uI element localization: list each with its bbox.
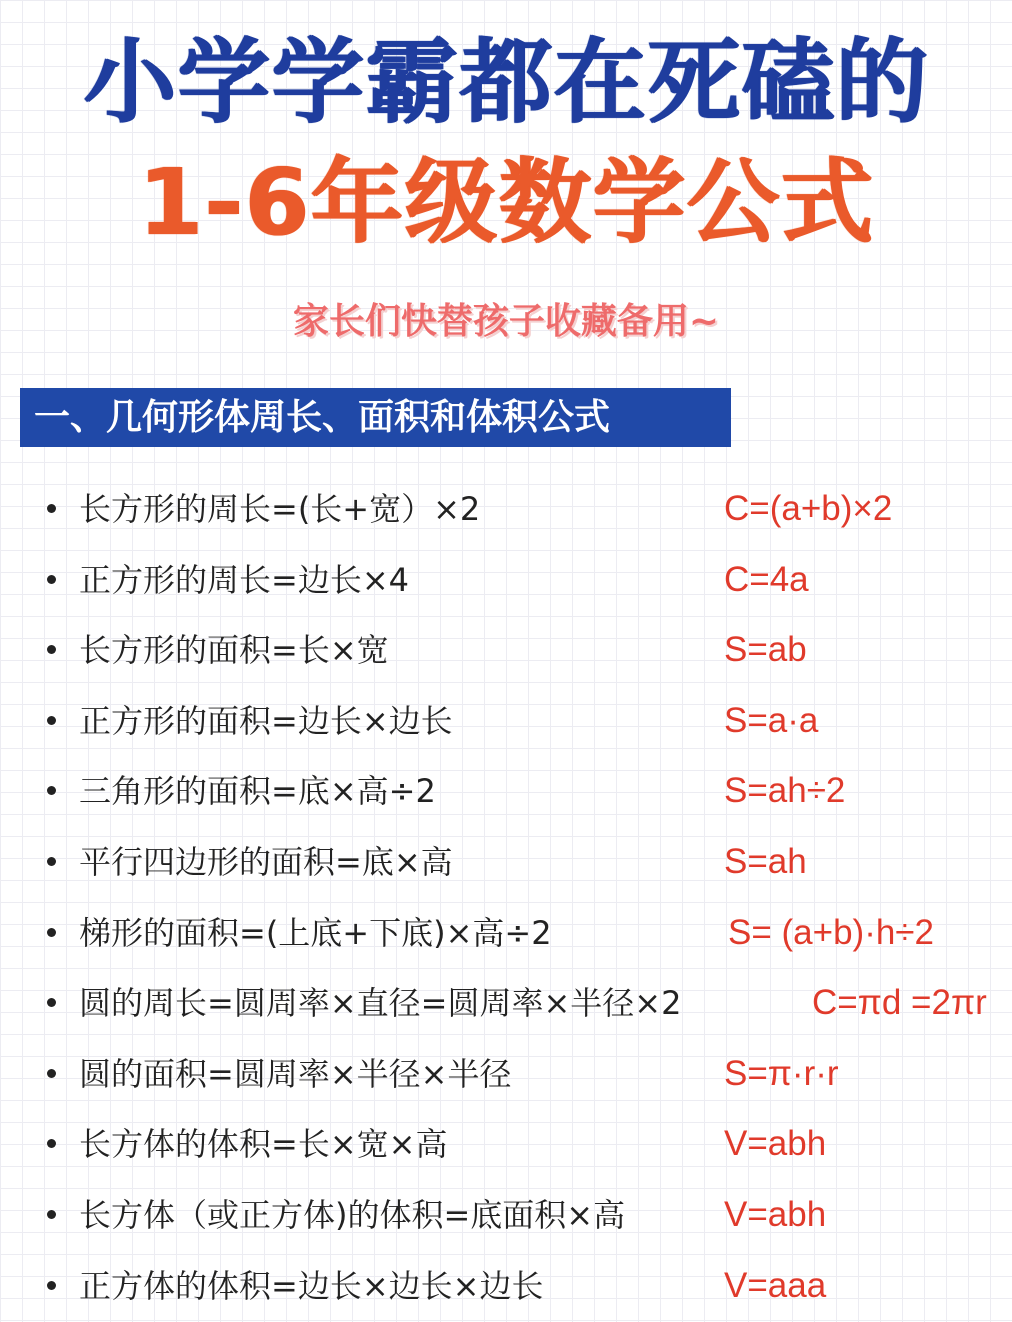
- formula-expression: C=4a: [724, 559, 809, 599]
- formula-description: 梯形的面积=(上底+下底)×高÷2: [79, 913, 552, 952]
- formula-description: 正方形的周长=边长×4: [79, 560, 409, 599]
- formula-row: [0, 899, 1012, 970]
- section-header: 一、几何形体周长、面积和体积公式: [20, 388, 731, 447]
- formula-description: 正方形的面积=边长×边长: [79, 701, 453, 740]
- formula-description: 三角形的面积=底×高÷2: [79, 772, 436, 811]
- formula-expression: C=πd =2πr: [812, 983, 987, 1023]
- bullet-icon: [47, 928, 56, 937]
- formula-expression: S=a·a: [724, 700, 819, 740]
- formula-description: 圆的面积=圆周率×半径×半径: [79, 1054, 512, 1093]
- formula-expression: S=ah: [724, 841, 807, 881]
- bullet-icon: [47, 1281, 56, 1290]
- formula-description: 长方形的周长=(长+宽）×2: [79, 490, 481, 528]
- formula-row: [0, 828, 1012, 899]
- formula-expression: V=abh: [724, 1124, 827, 1164]
- bullet-icon: [47, 1069, 56, 1078]
- formula-description: 长方体（或正方体)的体积=底面积×高: [79, 1195, 626, 1234]
- formula-row: [0, 757, 1012, 828]
- formula-description: 长方形的面积=长×宽: [79, 631, 389, 670]
- title-line-1: 小学学霸都在死磕的: [82, 29, 929, 136]
- formula-row: [0, 1040, 1012, 1111]
- bullet-icon: [47, 1139, 56, 1148]
- formula-expression: S=π·r·r: [724, 1053, 839, 1093]
- formula-row: [0, 1252, 1012, 1322]
- formula-description: 长方体的体积=长×宽×高: [79, 1125, 448, 1164]
- formula-expression: S=ab: [724, 630, 807, 670]
- bullet-icon: [47, 645, 56, 654]
- bullet-icon: [47, 504, 56, 513]
- formula-row: [0, 969, 1012, 1040]
- formula-row: [0, 475, 1012, 546]
- bullet-icon: [47, 1210, 56, 1219]
- bullet-icon: [47, 575, 56, 584]
- formula-row: [0, 616, 1012, 687]
- formula-row: [0, 687, 1012, 758]
- formula-description: 圆的周长=圆周率×直径=圆周率×半径×2: [79, 984, 682, 1023]
- bullet-icon: [47, 857, 56, 866]
- bullet-icon: [47, 998, 56, 1007]
- formula-expression: V=abh: [724, 1194, 827, 1234]
- formula-list: [0, 475, 1012, 1322]
- formula-row: [0, 1110, 1012, 1181]
- formula-expression: S=ah÷2: [724, 771, 846, 811]
- formula-row: [0, 546, 1012, 617]
- formula-row: [0, 1181, 1012, 1252]
- formula-expression: S= (a+b)·h÷2: [728, 912, 934, 952]
- bullet-icon: [47, 786, 56, 795]
- formula-expression: C=(a+b)×2: [724, 489, 893, 528]
- formula-expression: V=aaa: [724, 1265, 827, 1305]
- formula-description: 平行四边形的面积=底×高: [79, 842, 453, 881]
- subtitle: 家长们快替孩子收藏备用~: [292, 301, 720, 342]
- bullet-icon: [47, 716, 56, 725]
- formula-description: 正方体的体积=边长×边长×边长: [79, 1266, 544, 1305]
- title-line-2: 1-6年级数学公式: [137, 149, 875, 256]
